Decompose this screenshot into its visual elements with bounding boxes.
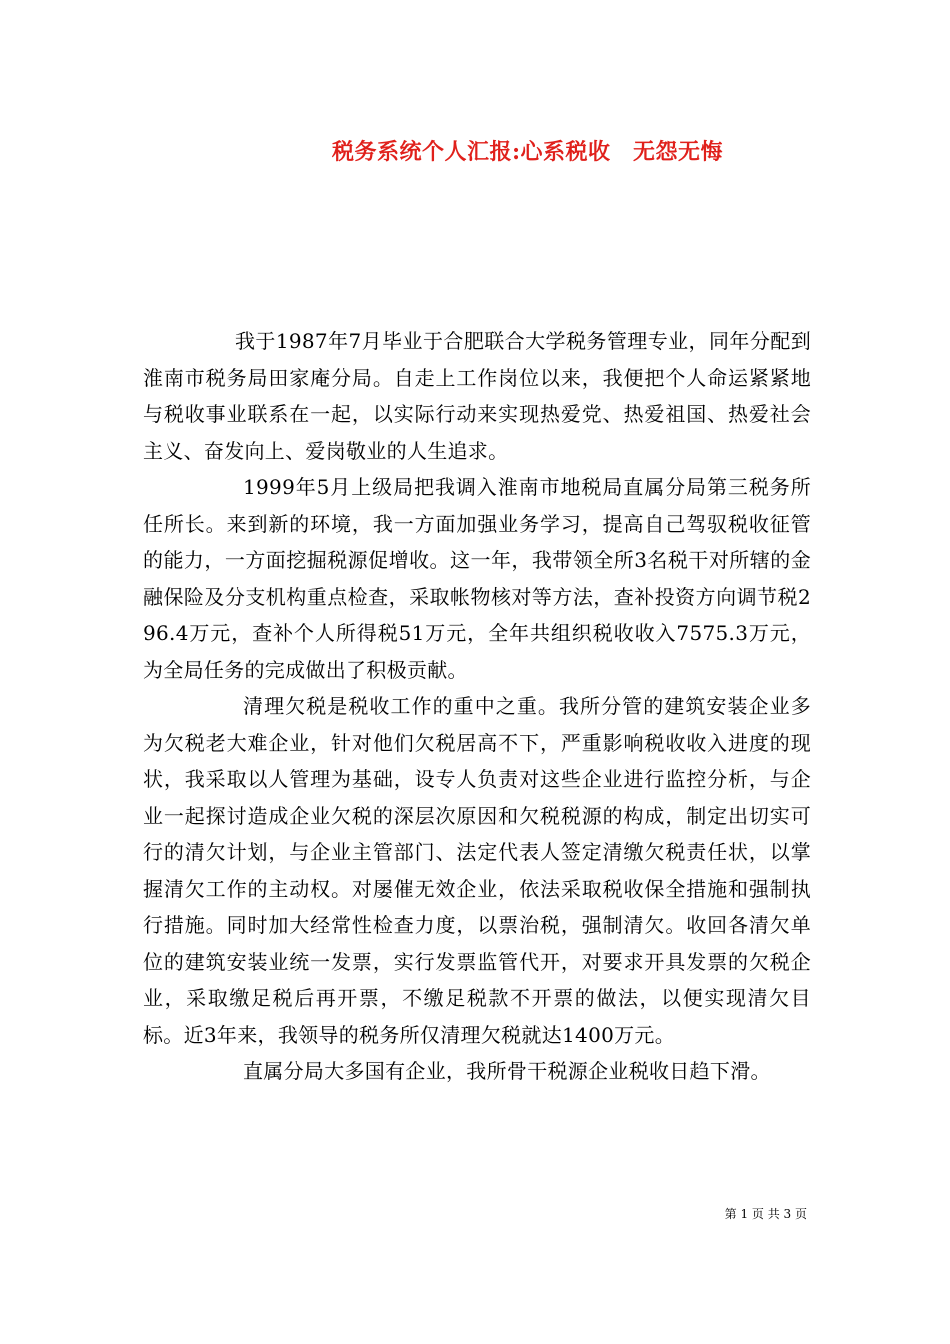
document-title: 税务系统个人汇报:心系税收 无怨无悔 (331, 139, 724, 165)
page-number-footer (725, 1205, 807, 1222)
paragraph-3: 清理欠税是税收工作的重中之重。我所分管的建筑安装企业多为欠税老大难企业，针对他们欠税居高不下，严重影响税收收入进度的现状，我采取以人管理为基础，设专人负责对这些企业进行监控分析，与企业一起探讨造成企业欠税的深层次原因和欠税税源的构成，制定出切实可行的清欠计划，与企业主管部门、法定代表人签定清缴欠税责任状，以掌握清欠工作的主动权。对屡催无效企业，依法采取税收保全措施和强制执行措施。同时加大经常性检查力度，以票治税，强制清欠。收回各清欠单位的建筑安装业统一发票，实行发票监管代开，对要求开具发票的欠税企业，采取缴足税后再开票，不缴足税款不开票的做法，以便实现清欠目标。近3年来，我领导的税务所仅清理欠税就达1400万元。 (143, 694, 811, 1047)
document-body (143, 323, 811, 1090)
paragraph-2: 1999年5月上级局把我调入淮南市地税局直属分局第三税务所任所长。来到新的环境，我一方面加强业务学习，提高自己驾驭税收征管的能力，一方面挖掘税源促增收。这一年，我带领全所3名税干对所辖的金融保险及分支机构重点检查，采取帐物核对等方法，查补投资方向调节税296.4万元，查补个人所得税51万元，全年共组织税收收入7575.3万元，为全局任务的完成做出了积极贡献。 (143, 475, 811, 682)
paragraph-4: 直属分局大多国有企业，我所骨干税源企业税收日趋下滑。 (243, 1059, 771, 1083)
page-number-label: 第 1 页 共 3 页 (724, 1207, 807, 1221)
paragraph-1: 我于1987年7月毕业于合肥联合大学税务管理专业，同年分配到淮南市税务局田家庵分局。自走上工作岗位以来，我便把个人命运紧紧地与税收事业联系在一起，以实际行动来实现热爱党、热爱祖国、热爱社会主义、奋发向上、爱岗敬业的人生追求。 (143, 329, 811, 463)
